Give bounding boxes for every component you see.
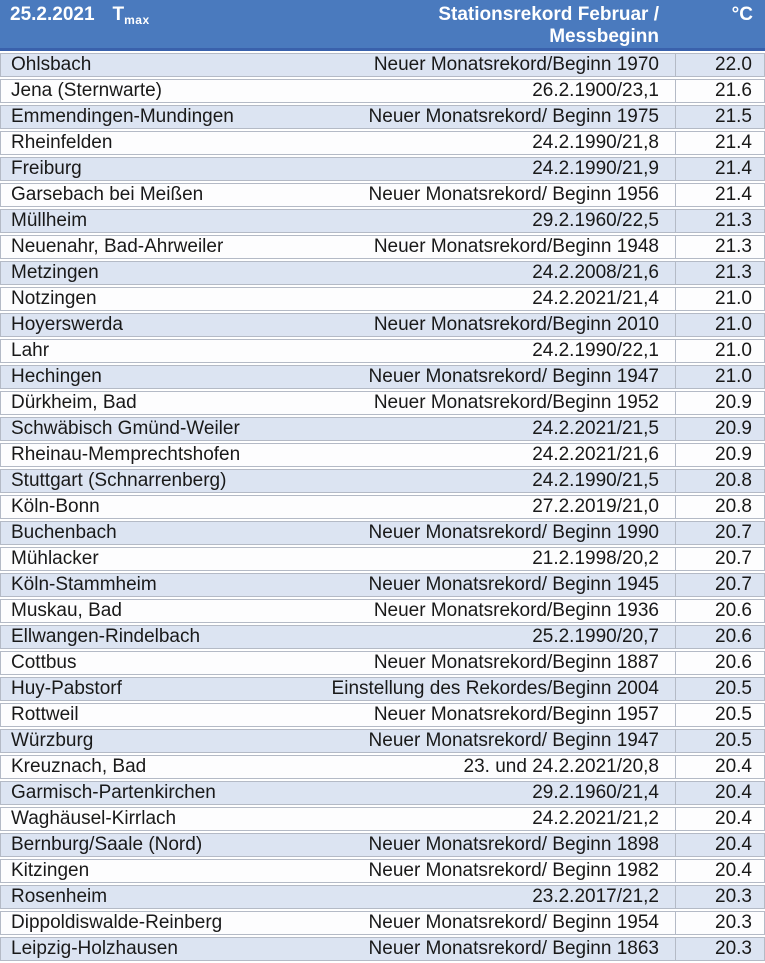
temp-cell: 22.0 (675, 53, 765, 77)
record-cell: 24.2.2021/21,5 (280, 417, 675, 441)
record-cell: Neuer Monatsrekord/ Beginn 1956 (280, 183, 675, 207)
temp-cell: 20.9 (675, 391, 765, 415)
table-row (0, 599, 765, 623)
temp-cell: 21.0 (675, 287, 765, 311)
record-cell: Einstellung des Rekordes/Beginn 2004 (280, 677, 675, 701)
temp-cell: 20.5 (675, 703, 765, 727)
station-cell: Notzingen (0, 287, 280, 311)
temp-cell: 20.6 (675, 651, 765, 675)
table-row (0, 729, 765, 753)
header-tmax-t: T (112, 4, 125, 25)
station-cell: Stuttgart (Schnarrenberg) (0, 469, 280, 493)
table-row (0, 911, 765, 935)
table-row (0, 469, 765, 493)
temp-cell: 20.4 (675, 859, 765, 883)
record-cell: 24.2.1990/21,8 (280, 131, 675, 155)
station-cell: Metzingen (0, 261, 280, 285)
record-cell: Neuer Monatsrekord/Beginn 1970 (280, 53, 675, 77)
record-cell: 29.2.1960/22,5 (280, 209, 675, 233)
header-date-tmax-cell (0, 0, 280, 51)
table-row (0, 287, 765, 311)
table-row (0, 807, 765, 831)
station-cell: Buchenbach (0, 521, 280, 545)
table-row (0, 495, 765, 519)
station-cell: Garmisch-Partenkirchen (0, 781, 280, 805)
station-cell: Rheinfelden (0, 131, 280, 155)
record-cell: 29.2.1960/21,4 (280, 781, 675, 805)
temp-cell: 21.4 (675, 157, 765, 181)
table-row (0, 261, 765, 285)
table-row (0, 105, 765, 129)
station-cell: Hoyerswerda (0, 313, 280, 337)
station-cell: Mühlacker (0, 547, 280, 571)
record-cell: 27.2.2019/21,0 (280, 495, 675, 519)
temp-cell: 21.3 (675, 209, 765, 233)
temp-cell: 20.4 (675, 755, 765, 779)
record-cell: Neuer Monatsrekord/ Beginn 1863 (280, 937, 675, 961)
temp-cell: 21.0 (675, 339, 765, 363)
table-row (0, 391, 765, 415)
header-record-line2: Messbeginn (549, 26, 659, 47)
table-row (0, 625, 765, 649)
station-cell: Dippoldiswalde-Reinberg (0, 911, 280, 935)
station-cell: Hechingen (0, 365, 280, 389)
record-cell: Neuer Monatsrekord/ Beginn 1990 (280, 521, 675, 545)
table-row (0, 443, 765, 467)
record-cell: Neuer Monatsrekord/Beginn 2010 (280, 313, 675, 337)
station-cell: Huy-Pabstorf (0, 677, 280, 701)
table-row (0, 651, 765, 675)
header-tmax-label (113, 4, 150, 25)
station-cell: Rottweil (0, 703, 280, 727)
temp-cell: 21.5 (675, 105, 765, 129)
temp-cell: 20.8 (675, 469, 765, 493)
temp-cell: 20.7 (675, 547, 765, 571)
station-cell: Lahr (0, 339, 280, 363)
header-unit-cell: °C (675, 0, 765, 51)
station-cell: Kreuznach, Bad (0, 755, 280, 779)
record-cell: 24.2.1990/21,9 (280, 157, 675, 181)
temp-cell: 20.7 (675, 521, 765, 545)
station-cell: Rheinau-Memprechtshofen (0, 443, 280, 467)
station-cell: Leipzig-Holzhausen (0, 937, 280, 961)
temp-cell: 20.9 (675, 417, 765, 441)
temp-cell: 21.6 (675, 79, 765, 103)
record-cell: 23.2.2017/21,2 (280, 885, 675, 909)
station-cell: Garsebach bei Meißen (0, 183, 280, 207)
table-row (0, 339, 765, 363)
station-cell: Freiburg (0, 157, 280, 181)
station-cell: Waghäusel-Kirrlach (0, 807, 280, 831)
record-cell: Neuer Monatsrekord/ Beginn 1898 (280, 833, 675, 857)
table-row (0, 417, 765, 441)
table-row (0, 755, 765, 779)
record-cell: 26.2.1900/23,1 (280, 79, 675, 103)
record-cell: Neuer Monatsrekord/Beginn 1936 (280, 599, 675, 623)
station-cell: Bernburg/Saale (Nord) (0, 833, 280, 857)
temp-cell: 20.3 (675, 911, 765, 935)
header-record-line1: Stationsrekord Februar / (438, 4, 659, 25)
table-row (0, 235, 765, 259)
table-row (0, 937, 765, 961)
temp-cell: 20.4 (675, 781, 765, 805)
temp-cell: 20.3 (675, 885, 765, 909)
station-cell: Cottbus (0, 651, 280, 675)
station-cell: Jena (Sternwarte) (0, 79, 280, 103)
record-cell: Neuer Monatsrekord/Beginn 1887 (280, 651, 675, 675)
record-cell: 24.2.2008/21,6 (280, 261, 675, 285)
record-cell: Neuer Monatsrekord/ Beginn 1975 (280, 105, 675, 129)
temp-cell: 20.6 (675, 625, 765, 649)
table-row (0, 183, 765, 207)
table-row (0, 157, 765, 181)
record-cell: Neuer Monatsrekord/ Beginn 1947 (280, 729, 675, 753)
table-row (0, 677, 765, 701)
record-cell: Neuer Monatsrekord/ Beginn 1947 (280, 365, 675, 389)
table-row (0, 53, 765, 77)
table-row (0, 573, 765, 597)
table-row (0, 313, 765, 337)
temp-cell: 20.5 (675, 677, 765, 701)
record-cell: Neuer Monatsrekord/ Beginn 1945 (280, 573, 675, 597)
temp-cell: 21.3 (675, 235, 765, 259)
station-cell: Würzburg (0, 729, 280, 753)
table-row (0, 703, 765, 727)
station-cell: Emmendingen-Mundingen (0, 105, 280, 129)
record-cell: Neuer Monatsrekord/ Beginn 1954 (280, 911, 675, 935)
station-cell: Ohlsbach (0, 53, 280, 77)
temp-cell: 20.8 (675, 495, 765, 519)
header-record-cell (280, 0, 675, 51)
station-cell: Muskau, Bad (0, 599, 280, 623)
record-cell: 21.2.1998/20,2 (280, 547, 675, 571)
table-row (0, 365, 765, 389)
temp-cell: 20.3 (675, 937, 765, 961)
record-cell: 24.2.2021/21,6 (280, 443, 675, 467)
temp-cell: 20.4 (675, 807, 765, 831)
station-cell: Schwäbisch Gmünd-Weiler (0, 417, 280, 441)
station-cell: Ellwangen-Rindelbach (0, 625, 280, 649)
table-row (0, 521, 765, 545)
table-row (0, 885, 765, 909)
record-cell: Neuer Monatsrekord/ Beginn 1982 (280, 859, 675, 883)
record-cell: 24.2.1990/22,1 (280, 339, 675, 363)
header-date: 25.2.2021 (10, 4, 95, 25)
station-cell: Kitzingen (0, 859, 280, 883)
table-row (0, 547, 765, 571)
table-row (0, 781, 765, 805)
station-cell: Dürkheim, Bad (0, 391, 280, 415)
temp-cell: 20.4 (675, 833, 765, 857)
record-cell: Neuer Monatsrekord/Beginn 1952 (280, 391, 675, 415)
temp-cell: 21.4 (675, 131, 765, 155)
table-row (0, 79, 765, 103)
temp-cell: 20.6 (675, 599, 765, 623)
station-cell: Rosenheim (0, 885, 280, 909)
record-cell: 25.2.1990/20,7 (280, 625, 675, 649)
temp-cell: 20.5 (675, 729, 765, 753)
temp-cell: 21.0 (675, 365, 765, 389)
table-row (0, 859, 765, 883)
table-body (0, 53, 765, 961)
header-row (0, 0, 765, 51)
record-cell: 24.2.2021/21,2 (280, 807, 675, 831)
station-cell: Köln-Bonn (0, 495, 280, 519)
record-cell: Neuer Monatsrekord/Beginn 1957 (280, 703, 675, 727)
table-header (0, 0, 765, 51)
header-tmax-sub: max (124, 13, 150, 27)
table-row (0, 131, 765, 155)
station-cell: Neuenahr, Bad-Ahrweiler (0, 235, 280, 259)
temp-cell: 21.0 (675, 313, 765, 337)
record-cell: Neuer Monatsrekord/Beginn 1948 (280, 235, 675, 259)
record-cell: 23. und 24.2.2021/20,8 (280, 755, 675, 779)
table-row (0, 209, 765, 233)
station-cell: Müllheim (0, 209, 280, 233)
temp-cell: 21.4 (675, 183, 765, 207)
record-cell: 24.2.2021/21,4 (280, 287, 675, 311)
temp-cell: 20.7 (675, 573, 765, 597)
temp-cell: 20.9 (675, 443, 765, 467)
record-cell: 24.2.1990/21,5 (280, 469, 675, 493)
station-cell: Köln-Stammheim (0, 573, 280, 597)
table-row (0, 833, 765, 857)
temp-cell: 21.3 (675, 261, 765, 285)
